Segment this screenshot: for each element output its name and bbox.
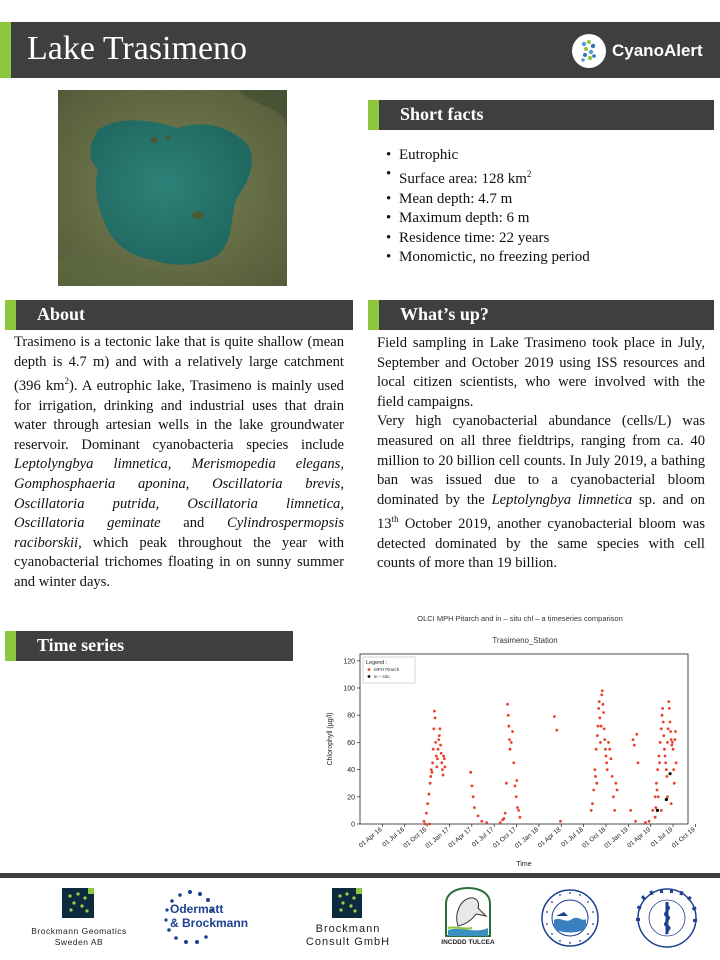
data-point-mph	[599, 741, 602, 744]
whats-up-text	[377, 334, 705, 574]
data-point-mph	[433, 710, 436, 713]
data-point-mph	[507, 725, 510, 728]
short-facts-title: Short facts	[400, 104, 484, 124]
data-point-mph	[555, 729, 558, 732]
data-point-mph	[430, 768, 433, 771]
data-point-mph	[510, 741, 513, 744]
data-point-mph	[473, 806, 476, 809]
x-tick-label: 01 Oct 17	[491, 826, 518, 850]
brockmann-consult-label-1: Brockmann	[315, 923, 381, 935]
data-point-mph	[657, 795, 660, 798]
data-point-mph	[443, 765, 446, 768]
cyanoalert-text: CyanoAlert	[612, 41, 703, 60]
brockmann-consult-label-2: Consult GmbH	[305, 936, 391, 948]
data-point-mph	[438, 734, 441, 737]
data-point-mph	[674, 730, 677, 733]
brockmann-geomatics-label-2: Sweden AB	[54, 937, 104, 947]
data-point-mph	[673, 738, 676, 741]
data-point-mph	[670, 738, 673, 741]
data-point-mph	[505, 782, 508, 785]
data-point-mph	[517, 809, 520, 812]
about-para-1: Trasimeno is a tectonic lake that is quite shallow (mean depth is 4.7 m) and with a relatively large catchment (396 km	[14, 334, 344, 395]
brockmann-geomatics-logo	[16, 886, 142, 950]
data-point-mph	[644, 821, 647, 824]
lake-satellite-image	[58, 90, 287, 286]
data-point-mph	[654, 816, 657, 819]
odermatt-brockmann-logo	[160, 886, 270, 950]
fact-text: Mean depth: 4.7 m	[399, 190, 513, 207]
x-tick-label: 01 Jul 19	[649, 826, 675, 849]
brockmann-consult-icon	[332, 888, 362, 918]
data-point-mph	[508, 738, 511, 741]
data-point-mph	[654, 795, 657, 798]
data-point-mph	[514, 785, 517, 788]
data-point-mph	[664, 755, 667, 758]
data-point-mph	[602, 703, 605, 706]
data-point-mph	[656, 789, 659, 792]
data-point-mph	[667, 700, 670, 703]
data-point-mph	[598, 700, 601, 703]
legend-marker	[368, 675, 371, 678]
data-point-mph	[669, 730, 672, 733]
section-accent	[368, 300, 379, 330]
data-point-mph	[648, 820, 651, 823]
data-point-mph	[506, 703, 509, 706]
data-point-mph	[442, 774, 445, 777]
fact-text: Surface area: 128 km	[399, 171, 527, 188]
fact-text: Residence time: 22 years	[399, 229, 550, 246]
x-tick-label: 01 Jul 16	[381, 826, 407, 849]
data-point-mph	[472, 795, 475, 798]
time-series-header	[5, 631, 293, 661]
chart-subtitle: Trasimeno_Station	[492, 636, 558, 645]
data-point-mph	[429, 782, 432, 785]
page-title: Lake Trasimeno	[27, 30, 248, 67]
x-tick-label: 01 Oct 19	[670, 826, 697, 850]
data-point-mph	[595, 748, 598, 751]
data-point-mph	[426, 802, 429, 805]
data-point-mph	[432, 727, 435, 730]
data-point-mph	[605, 755, 608, 758]
legend-marker	[368, 668, 371, 671]
data-point-mph	[651, 809, 654, 812]
whats-up-text-a: Very high cyanobacterial abundance (cells/L) was measured on all three fieldtrips, ranging from ca. 40 million to 20 billion cell counts. In July 2019, a bathing ban was issued due to a cyanobacterial bloom dominated by the	[377, 413, 705, 508]
data-point-mph	[515, 795, 518, 798]
whats-up-species: Leptolyngbya limnetica	[491, 491, 633, 508]
fact-text: Monomictic, no freezing period	[399, 249, 590, 266]
data-point-mph	[435, 765, 438, 768]
data-point-mph	[559, 820, 562, 823]
data-point-mph	[432, 748, 435, 751]
data-point-mph	[612, 795, 615, 798]
brockmann-consult-logo	[286, 886, 410, 950]
data-point-mph	[673, 782, 676, 785]
data-point-mph	[596, 734, 599, 737]
x-tick-label: 01 Jan 18	[513, 826, 541, 850]
data-point-mph	[519, 816, 522, 819]
data-point-mph	[666, 741, 669, 744]
facts-list	[386, 146, 716, 267]
istituto-superiore-di-sanita-logo	[634, 886, 700, 950]
data-point-mph	[672, 748, 675, 751]
data-point-mph	[424, 823, 427, 826]
whats-up-para-1: Field sampling in Lake Trasimeno took place in July, September and October 2019 using ISS resources and local citizen scientists, who were involved with the field campaigns.	[377, 335, 705, 410]
data-point-mph	[633, 744, 636, 747]
data-point-mph	[431, 761, 434, 764]
brockmann-geomatics-label-1: Brockmann Geomatics	[31, 926, 127, 936]
data-point-mph	[672, 768, 675, 771]
about-para-2: ). A eutrophic lake, Trasimeno is mainly used for irrigation, drinking and industrial uses that drain water through artesian wells in the lake groundwater reservoir. Dominant cyanobacteria species include	[14, 378, 344, 453]
title-accent	[0, 22, 11, 78]
data-point-mph	[600, 693, 603, 696]
data-point-mph	[669, 721, 672, 724]
x-tick-label: 01 Jul 18	[560, 826, 585, 849]
cyanoalert-logo	[570, 28, 712, 72]
whats-up-header	[368, 300, 714, 330]
data-point-mph	[665, 768, 668, 771]
y-tick-label: 80	[347, 712, 355, 720]
data-point-mph	[485, 821, 488, 824]
whats-up-sup: th	[391, 514, 399, 525]
about-species-2: Cylindrospermopsis raciborskii	[14, 515, 344, 551]
legend-title: Legend :	[366, 660, 388, 666]
about-header	[5, 300, 353, 330]
data-point-mph	[610, 757, 613, 760]
data-point-mph	[440, 752, 443, 755]
data-point-mph	[611, 775, 614, 778]
data-point-mph	[516, 806, 519, 809]
data-point-mph	[657, 755, 660, 758]
data-point-mph	[606, 768, 609, 771]
data-point-mph	[637, 761, 640, 764]
x-tick-label: 01 Jan 19	[603, 826, 630, 850]
data-point-mph	[434, 741, 437, 744]
data-point-insitu	[669, 772, 672, 775]
incddd-pelican-icon	[440, 886, 496, 938]
data-point-mph	[603, 727, 606, 730]
data-point-mph	[507, 714, 510, 717]
fact-text: Eutrophic	[399, 147, 459, 163]
data-point-mph	[662, 721, 665, 724]
whats-up-title: What’s up?	[400, 304, 489, 324]
data-point-mph	[428, 823, 431, 826]
x-tick-label: 01 Oct 18	[581, 826, 608, 850]
fact-item	[386, 248, 716, 267]
data-point-mph	[553, 715, 556, 718]
x-axis-label: Time	[516, 861, 532, 868]
data-point-mph	[659, 741, 662, 744]
data-point-mph	[613, 809, 616, 812]
data-point-mph	[616, 789, 619, 792]
data-point-mph	[598, 717, 601, 720]
data-point-mph	[632, 738, 635, 741]
data-point-mph	[603, 738, 606, 741]
data-point-mph	[436, 757, 439, 760]
data-point-mph	[437, 738, 440, 741]
y-tick-label: 60	[347, 739, 355, 747]
data-point-mph	[594, 768, 597, 771]
data-point-mph	[592, 789, 595, 792]
fact-item	[386, 146, 716, 165]
about-and: and	[160, 515, 227, 532]
about-title: About	[37, 304, 86, 324]
data-point-mph	[435, 755, 438, 758]
data-point-mph	[423, 820, 426, 823]
data-point-mph	[604, 748, 607, 751]
section-accent	[5, 631, 16, 661]
brockmann-geomatics-icon	[62, 888, 94, 918]
data-point-mph	[602, 711, 605, 714]
data-point-mph	[660, 809, 663, 812]
legend-label: MPH Pitarch	[374, 667, 400, 672]
data-point-mph	[601, 689, 604, 692]
data-point-mph	[660, 727, 663, 730]
data-point-mph	[597, 707, 600, 710]
data-point-mph	[663, 748, 666, 751]
data-point-mph	[440, 761, 443, 764]
data-point-mph	[439, 744, 442, 747]
data-point-mph	[675, 761, 678, 764]
data-point-mph	[670, 802, 673, 805]
data-point-mph	[654, 806, 657, 809]
data-point-mph	[629, 809, 632, 812]
data-point-mph	[441, 768, 444, 771]
short-facts-header	[368, 100, 714, 130]
data-point-mph	[434, 717, 437, 720]
y-tick-label: 40	[347, 767, 355, 775]
section-accent	[368, 100, 379, 130]
data-point-mph	[471, 785, 474, 788]
data-point-mph	[658, 761, 661, 764]
data-point-mph	[480, 820, 483, 823]
x-tick-label: 01 Jan 17	[424, 826, 451, 850]
data-point-mph	[512, 761, 515, 764]
timeseries-chart	[320, 648, 700, 870]
data-point-mph	[469, 771, 472, 774]
fact-text: Maximum depth: 6 m	[399, 210, 530, 227]
data-point-mph	[666, 795, 669, 798]
informationscentralen-logo	[540, 888, 600, 948]
data-point-mph	[670, 744, 673, 747]
data-point-insitu	[665, 798, 668, 801]
fact-item	[386, 190, 716, 209]
fact-item	[386, 229, 716, 248]
data-point-mph	[597, 725, 600, 728]
data-point-mph	[431, 771, 434, 774]
x-tick-label: 01 Oct 16	[402, 826, 429, 850]
informationscentralen-icon	[540, 888, 600, 948]
data-point-mph	[667, 727, 670, 730]
data-point-mph	[607, 741, 610, 744]
incddd-tulcea-logo	[440, 886, 496, 950]
section-accent	[5, 300, 16, 330]
data-point-mph	[504, 812, 507, 815]
x-tick-label: 01 Apr 16	[357, 826, 384, 850]
about-para-3: , which peak throughout the year with cyanobacterial trichomes floating in on sunny summer and winter days.	[14, 534, 344, 590]
data-point-mph	[655, 782, 658, 785]
odermatt-label-1: Odermatt	[170, 902, 224, 916]
about-species: Leptolyngbya limnetica, Merismopedia elegans, Gomphosphaeria aponina, Oscillatoria brevis, Oscillatoria putrida, Oscillatoria limnetica, Oscillatoria geminate	[14, 456, 344, 532]
time-series-title: Time series	[37, 635, 125, 655]
whats-up-text-b: sp. and on 13	[377, 491, 705, 533]
whats-up-text-c: October 2019, another cyanobacterial bloom was detected dominated by the same species with cell counts of more than 19 billion.	[377, 516, 705, 572]
data-point-mph	[503, 817, 506, 820]
data-point-mph	[661, 707, 664, 710]
data-point-mph	[662, 734, 665, 737]
y-tick-label: 120	[343, 658, 355, 666]
data-point-mph	[427, 793, 430, 796]
data-point-mph	[664, 761, 667, 764]
data-point-mph	[634, 820, 637, 823]
data-point-mph	[591, 802, 594, 805]
fact-item: • Surface area: 128 $km^2$	[386, 165, 716, 189]
data-point-mph	[608, 748, 611, 751]
fact-item	[386, 209, 716, 228]
data-point-mph	[499, 821, 502, 824]
data-point-mph	[656, 768, 659, 771]
x-tick-label: 01 Jul 17	[470, 826, 496, 849]
y-tick-label: 20	[347, 794, 355, 802]
data-point-mph	[429, 775, 432, 778]
data-point-mph	[594, 775, 597, 778]
odermatt-label-2: & Brockmann	[170, 916, 249, 930]
title-bar	[0, 22, 720, 78]
data-point-mph	[590, 809, 593, 812]
incddd-label: INCDDD TULCEA	[441, 939, 495, 946]
data-point-mph	[661, 714, 664, 717]
footer-divider	[0, 873, 720, 878]
whats-up-para-2	[377, 412, 705, 574]
data-point-mph	[671, 741, 674, 744]
data-point-mph	[439, 727, 442, 730]
data-point-mph	[614, 782, 617, 785]
data-point-mph	[442, 755, 445, 758]
data-point-mph	[668, 707, 671, 710]
y-tick-label: 100	[343, 685, 355, 693]
about-text: Trasimeno is a tectonic lake that is quite shallow (mean depth is 4.7 m) and with a relatively large catchment (396 $km^2$). A eutrophic lake, Trasimeno is mainly used for irrigation, drinking and industrial uses that drain water through artesian wells in the lake groundwater reservoir. Dominant cyanobacteria species include Leptolyngbya limnetica, Merismopedia elegans, Gomphosphaeria aponina, Oscillatoria brevis, Oscillatoria putrida, Oscillatoria limnetica, Oscillatoria geminate and Cylindrospermopsis raciborskii, which peak throughout the year with cyanobacterial trichomes floating in on sunny summer and winter days.	[14, 334, 344, 590]
data-point-mph	[515, 779, 518, 782]
data-point-mph	[425, 812, 428, 815]
chart-title: OLCI MPH Pitarch and in – situ chl – a timeseries comparison	[417, 614, 623, 623]
cyanoalert-icon	[572, 34, 606, 68]
x-tick-label: 01 Apr 18	[536, 826, 563, 850]
data-point-mph	[600, 725, 603, 728]
x-tick-label: 01 Apr 17	[447, 826, 474, 850]
data-point-mph	[437, 748, 440, 751]
data-point-mph	[443, 757, 446, 760]
data-point-insitu	[656, 809, 659, 812]
data-point-mph	[511, 730, 514, 733]
legend-label: in – situ	[374, 674, 390, 679]
y-tick-label: 0	[351, 821, 355, 829]
data-point-mph	[477, 814, 480, 817]
data-point-mph	[635, 733, 638, 736]
data-point-mph	[605, 761, 608, 764]
y-axis-label: Chlorophyll (µg/l)	[327, 712, 334, 766]
data-point-mph	[595, 782, 598, 785]
x-tick-label: 01 Apr 19	[626, 826, 653, 850]
iss-seal-icon	[634, 886, 700, 950]
data-point-mph	[509, 748, 512, 751]
data-point-mph	[665, 775, 668, 778]
footer-logos	[0, 882, 720, 956]
